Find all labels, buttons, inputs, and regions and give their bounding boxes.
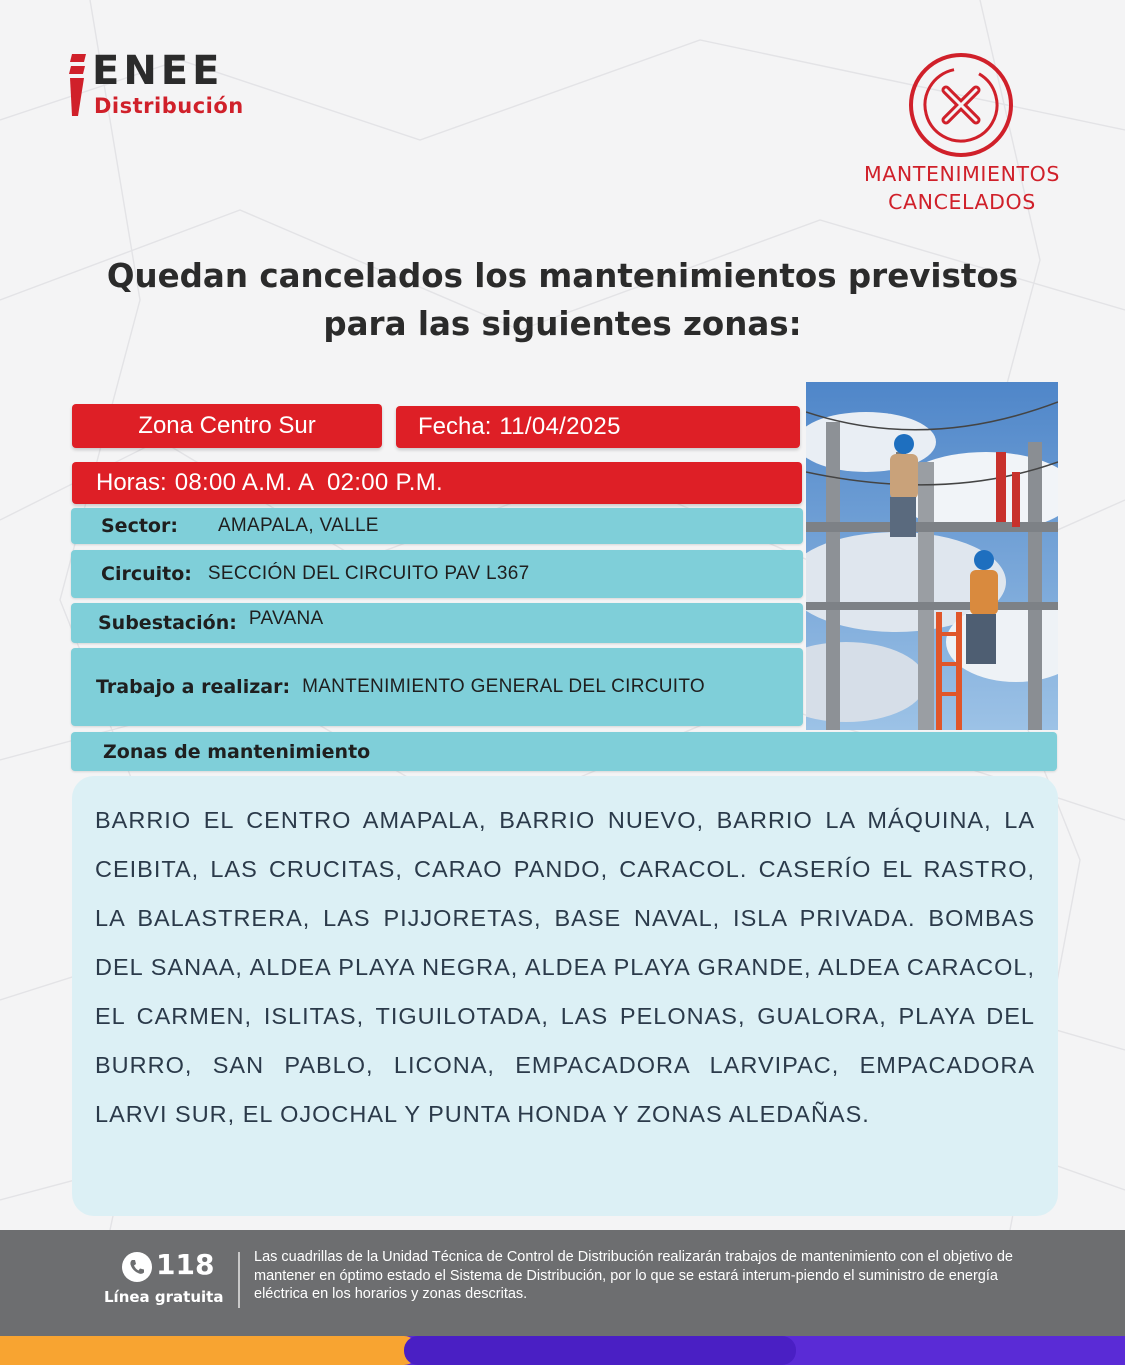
work-row [71,648,803,726]
phone-number: 118 [156,1248,215,1281]
substation-value: PAVANA [248,608,324,629]
linemen-photo [806,382,1058,730]
sector-row [71,508,803,544]
substation-label: Subestación: [98,612,237,634]
sector-value: AMAPALA, VALLE [217,515,379,536]
bottom-strip-orange [0,1336,418,1365]
date-label: Fecha: [418,413,492,440]
zones-panel [72,776,1058,1216]
work-label: Trabajo a realizar: [96,676,291,698]
enee-logo [66,48,296,122]
cancel-x-icon [906,50,1016,160]
phone-label: Línea gratuita [104,1288,224,1306]
circuit-label: Circuito: [101,563,192,585]
logo-subtitle: Distribución [94,94,244,118]
substation-row [71,603,803,643]
work-value: MANTENIMIENTO GENERAL DEL CIRCUITO [302,676,705,697]
circuit-row [71,550,803,598]
zone-name: Zona Centro Sur [138,412,316,439]
date-bar [396,406,800,448]
sector-label: Sector: [101,515,178,537]
headline-line1: Quedan cancelados los mantenimientos previstos [106,257,1019,295]
zones-list-text: BARRIO EL CENTRO AMAPALA, BARRIO NUEVO, BARRIO LA MÁQUINA, LA CEIBITA, LAS CRUCITAS, CARAO PANDO, CARACOL. CASERÍO EL RASTRO, LA BALASTRERA, LAS PIJJORETAS, BASE NAVAL, ISLA PRIVADA. BOMBAS DEL SANAA, ALDEA PLAYA NEGRA, ALDEA PLAYA GRANDE, ALDEA CARACOL, EL CARMEN, ISLITAS, TIGUILOTADA, LAS PELONAS, GUALORA, PLAYA DEL BURRO, SAN PABLO, LICONA, EMPACADORA LARVIPAC, EMPACADORA LARVI SUR, EL OJOCHAL Y PUNTA HONDA Y ZONAS ALEDAÑAS. [95,807,1035,1127]
hours-label: Horas: [96,469,167,496]
phone-icon [122,1252,152,1282]
hotline [100,1248,230,1322]
circuit-value: SECCIÓN DEL CIRCUITO PAV L367 [207,563,530,584]
hours-bar [72,462,802,504]
page-headline [40,252,1085,348]
zones-label: Zonas de mantenimiento [103,740,371,763]
footer-divider [238,1252,240,1308]
zone-bar [72,404,382,448]
hours-value: 08:00 A.M. A 02:00 P.M. [174,469,443,496]
cancel-badge-label [830,160,1094,216]
cancel-badge-line2: CANCELADOS [888,190,1036,214]
logo-title: ENEE [92,48,224,94]
headline-line2: para las siguientes zonas: [323,305,802,343]
logo-bolt-icon [66,54,88,116]
zones-header [71,732,1057,771]
footer [0,1230,1125,1336]
footer-disclaimer: Las cuadrillas de la Unidad Técnica de Control de Distribución realizarán trabajos de mantenimiento con el objetivo de mantener en óptimo estado el Sistema de Distribución, por lo que se estará interum-piendo el suministro de energía eléctrica en los horarios y zonas descritas. [254,1249,1013,1302]
cancel-badge-line1: MANTENIMIENTOS [864,162,1060,186]
bottom-strip-pill [404,1336,796,1365]
date-value: 11/04/2025 [499,413,621,440]
bottom-strip [0,1336,1125,1365]
